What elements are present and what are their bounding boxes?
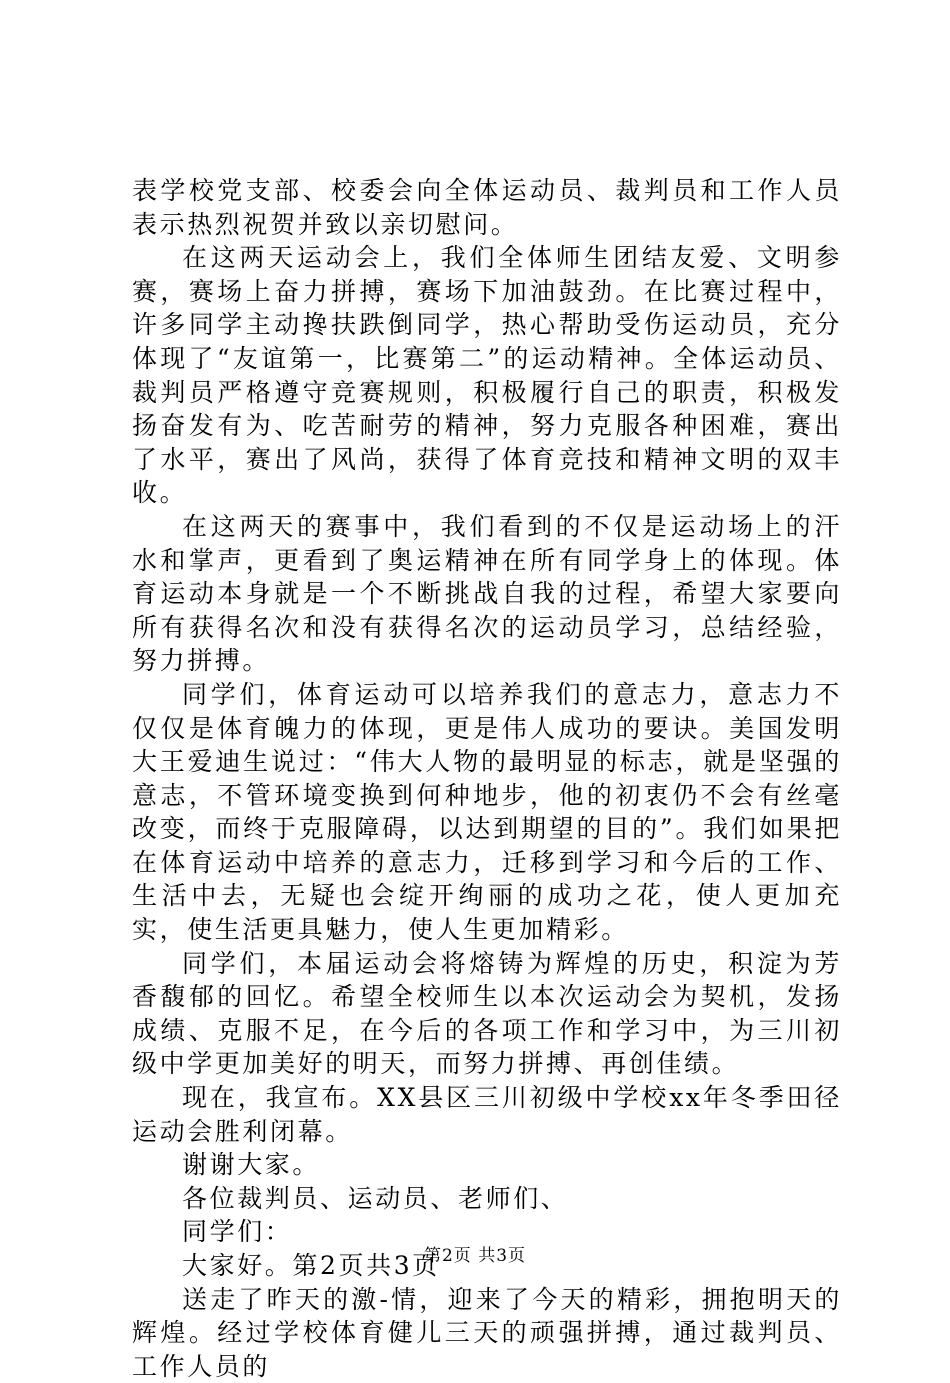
paragraph-students: 同学们： [182, 1217, 293, 1247]
paragraph-thanks: 谢谢大家。 [182, 1150, 321, 1180]
paragraph-second-speech: 送走了昨天的激-情，迎来了今天的精彩，拥抱明天的辉煌。经过学校体育健儿三天的顽强拼搏，通过裁判员、工作人员的 [132, 1284, 842, 1381]
paragraph-salutation: 各位裁判员、运动员、老师们、 [182, 1183, 569, 1213]
document-body [132, 174, 842, 1383]
paragraph-closing-announcement: 现在，我宣布。XX县区三川初级中学校xx年冬季田径运动会胜利闭幕。 [132, 1083, 842, 1146]
paragraph-history: 同学们，本届运动会将熔铸为辉煌的历史，积淀为芳香馥郁的回忆。希望全校师生以本次运动会为契机，发扬成绩、克服不足，在今后的各项工作和学习中，为三川初级中学更加美好的明天，而努力拼搏、再创佳绩。 [132, 948, 842, 1079]
paragraph-continuation: 表学校党支部、校委会向全体运动员、裁判员和工作人员表示热烈祝贺并致以亲切慰问。 [132, 176, 842, 239]
paragraph-games-spirit: 在这两天运动会上，我们全体师生团结友爱、文明参赛，赛场上奋力拼搏，赛场下加油鼓劲。在比赛过程中，许多同学主动搀扶跌倒同学，热心帮助受伤运动员，充分体现了“友谊第一，比赛第二”的运动精神。全体运动员、裁判员严格遵守竞赛规则，积极履行自己的职责，积极发扬奋发有为、吃苦耐劳的精神，努力克服各种困难，赛出了水平，赛出了风尚，获得了体育竞技和精神文明的双丰收。 [132, 243, 842, 508]
page-footer: 第2页 共3页 [423, 1246, 527, 1266]
paragraph-olympic-spirit: 在这两天的赛事中，我们看到的不仅是运动场上的汗水和掌声，更看到了奥运精神在所有同学身上的体现。体育运动本身就是一个不断挑战自我的过程，希望大家要向所有获得名次和没有获得名次的运动员学习，总结经验，努力拼搏。 [132, 511, 842, 676]
paragraph-greeting: 大家好。第2页共3页 [182, 1251, 440, 1280]
paragraph-willpower: 同学们，体育运动可以培养我们的意志力，意志力不仅仅是体育魄力的体现，更是伟人成功的要诀。美国发明大王爱迪生说过：“伟大人物的最明显的标志，就是坚强的意志，不管环境变换到何种地步，他的初衷仍不会有丝毫改变，而终于克服障碍，以达到期望的目的”。我们如果把在体育运动中培养的意志力，迁移到学习和今后的工作、生活中去，无疑也会绽开绚丽的成功之花，使人更加充实，使生活更具魅力，使人生更加精彩。 [132, 679, 842, 945]
